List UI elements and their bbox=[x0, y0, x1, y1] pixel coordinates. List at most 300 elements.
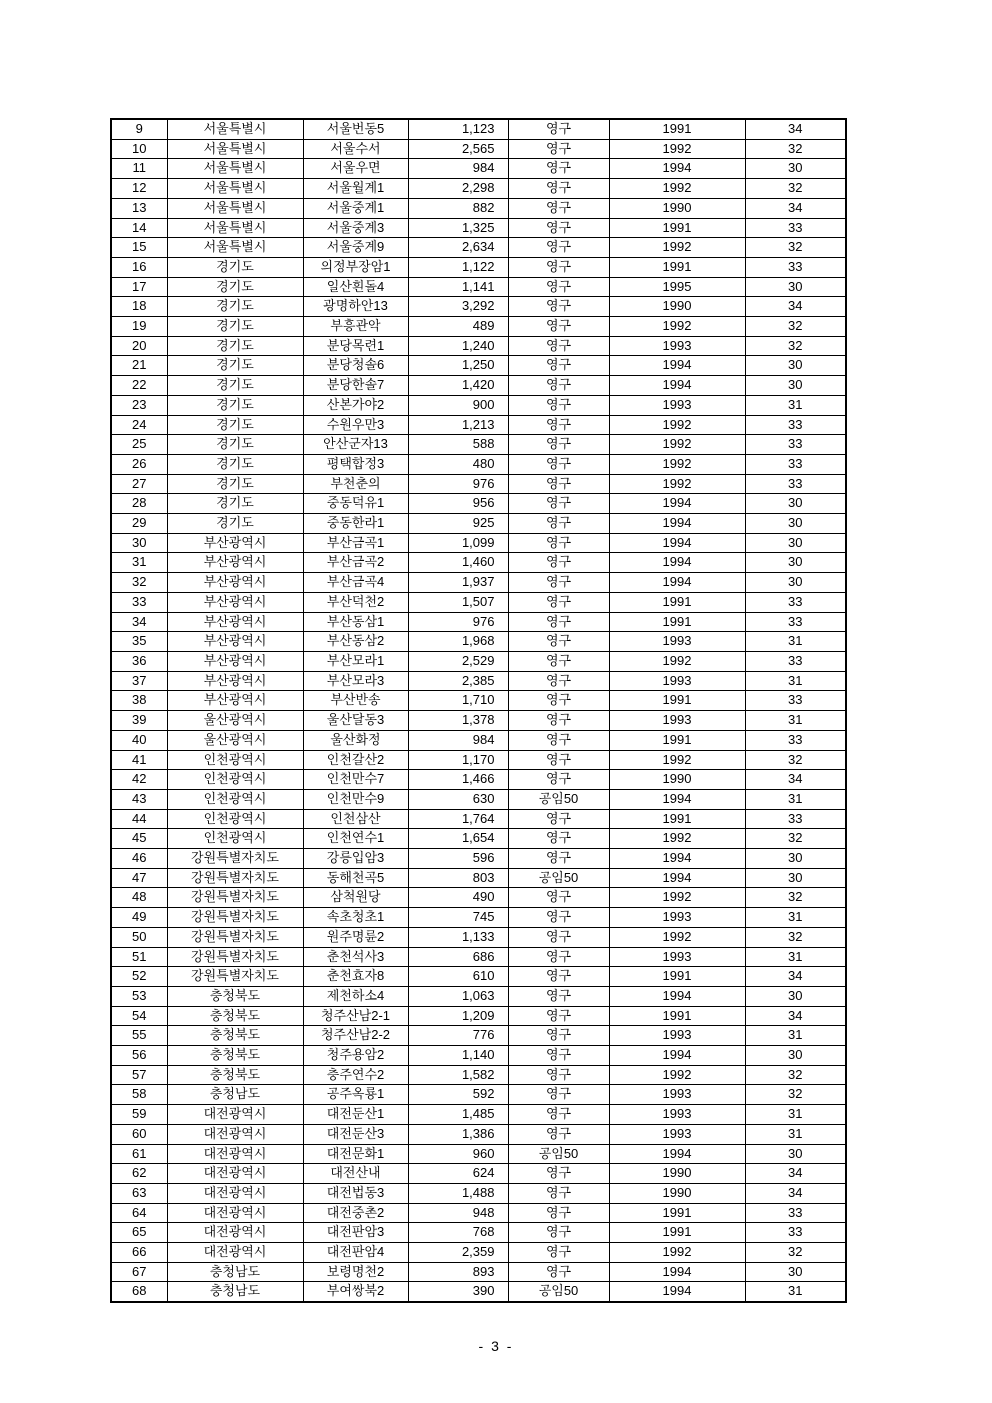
cell-year: 1992 bbox=[609, 139, 745, 159]
cell-complex: 서울월계1 bbox=[303, 179, 408, 199]
cell-region: 울산광역시 bbox=[167, 730, 303, 750]
cell-year: 1993 bbox=[609, 1085, 745, 1105]
cell-year: 1994 bbox=[609, 1144, 745, 1164]
cell-complex: 부산동삼2 bbox=[303, 632, 408, 652]
cell-type: 영구 bbox=[508, 356, 609, 376]
cell-value: 33 bbox=[745, 592, 846, 612]
cell-region: 충청남도 bbox=[167, 1262, 303, 1282]
cell-complex: 대전산내 bbox=[303, 1164, 408, 1184]
cell-complex: 부산반송 bbox=[303, 691, 408, 711]
cell-year: 1993 bbox=[609, 395, 745, 415]
cell-year: 1994 bbox=[609, 356, 745, 376]
cell-value: 30 bbox=[745, 277, 846, 297]
cell-no: 17 bbox=[111, 277, 167, 297]
cell-type: 영구 bbox=[508, 297, 609, 317]
cell-type: 영구 bbox=[508, 395, 609, 415]
cell-complex: 서울중계3 bbox=[303, 218, 408, 238]
cell-households: 1,968 bbox=[408, 632, 508, 652]
cell-no: 9 bbox=[111, 119, 167, 139]
cell-year: 1991 bbox=[609, 218, 745, 238]
cell-complex: 수원우만3 bbox=[303, 415, 408, 435]
cell-no: 50 bbox=[111, 927, 167, 947]
cell-type: 영구 bbox=[508, 376, 609, 396]
cell-type: 영구 bbox=[508, 1046, 609, 1066]
cell-complex: 광명하안13 bbox=[303, 297, 408, 317]
cell-value: 32 bbox=[745, 1065, 846, 1085]
table-row bbox=[111, 691, 846, 711]
cell-value: 31 bbox=[745, 1026, 846, 1046]
cell-households: 1,420 bbox=[408, 376, 508, 396]
table-row bbox=[111, 198, 846, 218]
cell-type: 영구 bbox=[508, 1262, 609, 1282]
cell-complex: 인천연수1 bbox=[303, 829, 408, 849]
cell-value: 30 bbox=[745, 868, 846, 888]
cell-complex: 울산달동3 bbox=[303, 711, 408, 731]
table-row bbox=[111, 297, 846, 317]
cell-year: 1995 bbox=[609, 277, 745, 297]
cell-region: 경기도 bbox=[167, 336, 303, 356]
cell-no: 49 bbox=[111, 908, 167, 928]
cell-no: 16 bbox=[111, 257, 167, 277]
cell-region: 충청북도 bbox=[167, 1006, 303, 1026]
cell-complex: 서울번동5 bbox=[303, 119, 408, 139]
cell-households: 686 bbox=[408, 947, 508, 967]
cell-year: 1994 bbox=[609, 514, 745, 534]
cell-type: 영구 bbox=[508, 179, 609, 199]
cell-year: 1994 bbox=[609, 159, 745, 179]
cell-households: 2,385 bbox=[408, 671, 508, 691]
cell-region: 경기도 bbox=[167, 514, 303, 534]
cell-value: 34 bbox=[745, 119, 846, 139]
cell-region: 서울특별시 bbox=[167, 119, 303, 139]
cell-type: 영구 bbox=[508, 454, 609, 474]
cell-type: 영구 bbox=[508, 119, 609, 139]
cell-complex: 제천하소4 bbox=[303, 986, 408, 1006]
cell-type: 영구 bbox=[508, 277, 609, 297]
cell-type: 영구 bbox=[508, 1065, 609, 1085]
cell-complex: 인천만수9 bbox=[303, 789, 408, 809]
cell-no: 27 bbox=[111, 474, 167, 494]
table-row bbox=[111, 770, 846, 790]
cell-region: 충청북도 bbox=[167, 986, 303, 1006]
cell-households: 480 bbox=[408, 454, 508, 474]
cell-region: 경기도 bbox=[167, 317, 303, 337]
cell-no: 35 bbox=[111, 632, 167, 652]
cell-households: 390 bbox=[408, 1282, 508, 1302]
cell-households: 1,209 bbox=[408, 1006, 508, 1026]
cell-type: 영구 bbox=[508, 888, 609, 908]
table-row bbox=[111, 730, 846, 750]
cell-region: 인천광역시 bbox=[167, 809, 303, 829]
cell-value: 32 bbox=[745, 927, 846, 947]
cell-households: 1,325 bbox=[408, 218, 508, 238]
cell-type: 영구 bbox=[508, 553, 609, 573]
cell-no: 22 bbox=[111, 376, 167, 396]
cell-region: 부산광역시 bbox=[167, 651, 303, 671]
cell-value: 32 bbox=[745, 888, 846, 908]
cell-complex: 부산금곡2 bbox=[303, 553, 408, 573]
cell-year: 1993 bbox=[609, 908, 745, 928]
cell-region: 서울특별시 bbox=[167, 159, 303, 179]
cell-households: 1,386 bbox=[408, 1124, 508, 1144]
cell-households: 1,937 bbox=[408, 573, 508, 593]
cell-households: 1,140 bbox=[408, 1046, 508, 1066]
cell-region: 강원특별자치도 bbox=[167, 868, 303, 888]
cell-value: 31 bbox=[745, 789, 846, 809]
cell-complex: 의정부장암1 bbox=[303, 257, 408, 277]
cell-complex: 원주명륜2 bbox=[303, 927, 408, 947]
cell-value: 32 bbox=[745, 139, 846, 159]
table-row bbox=[111, 1164, 846, 1184]
cell-type: 영구 bbox=[508, 435, 609, 455]
cell-type: 영구 bbox=[508, 986, 609, 1006]
cell-complex: 청주용암2 bbox=[303, 1046, 408, 1066]
cell-no: 61 bbox=[111, 1144, 167, 1164]
cell-region: 경기도 bbox=[167, 435, 303, 455]
cell-region: 대전광역시 bbox=[167, 1164, 303, 1184]
cell-no: 44 bbox=[111, 809, 167, 829]
cell-region: 서울특별시 bbox=[167, 198, 303, 218]
cell-type: 영구 bbox=[508, 1164, 609, 1184]
cell-households: 768 bbox=[408, 1223, 508, 1243]
cell-no: 60 bbox=[111, 1124, 167, 1144]
cell-year: 1992 bbox=[609, 750, 745, 770]
table-row bbox=[111, 257, 846, 277]
cell-region: 강원특별자치도 bbox=[167, 849, 303, 869]
cell-type: 영구 bbox=[508, 829, 609, 849]
cell-complex: 부산모라1 bbox=[303, 651, 408, 671]
cell-complex: 대전법동3 bbox=[303, 1183, 408, 1203]
cell-complex: 안산군자13 bbox=[303, 435, 408, 455]
cell-type: 영구 bbox=[508, 1223, 609, 1243]
table-row bbox=[111, 494, 846, 514]
cell-region: 부산광역시 bbox=[167, 671, 303, 691]
cell-year: 1990 bbox=[609, 770, 745, 790]
cell-value: 30 bbox=[745, 356, 846, 376]
cell-year: 1992 bbox=[609, 435, 745, 455]
cell-region: 부산광역시 bbox=[167, 632, 303, 652]
cell-complex: 청주산남2-2 bbox=[303, 1026, 408, 1046]
cell-value: 31 bbox=[745, 908, 846, 928]
table-row bbox=[111, 533, 846, 553]
cell-complex: 부산동삼1 bbox=[303, 612, 408, 632]
cell-region: 부산광역시 bbox=[167, 612, 303, 632]
cell-no: 43 bbox=[111, 789, 167, 809]
cell-households: 1,250 bbox=[408, 356, 508, 376]
cell-no: 41 bbox=[111, 750, 167, 770]
cell-year: 1992 bbox=[609, 1065, 745, 1085]
cell-type: 영구 bbox=[508, 967, 609, 987]
cell-value: 32 bbox=[745, 317, 846, 337]
cell-type: 공임50 bbox=[508, 789, 609, 809]
cell-no: 12 bbox=[111, 179, 167, 199]
cell-no: 56 bbox=[111, 1046, 167, 1066]
cell-value: 31 bbox=[745, 671, 846, 691]
cell-no: 63 bbox=[111, 1183, 167, 1203]
cell-households: 2,529 bbox=[408, 651, 508, 671]
cell-type: 영구 bbox=[508, 671, 609, 691]
cell-households: 803 bbox=[408, 868, 508, 888]
cell-no: 66 bbox=[111, 1243, 167, 1263]
cell-value: 34 bbox=[745, 1006, 846, 1026]
cell-households: 1,582 bbox=[408, 1065, 508, 1085]
cell-type: 영구 bbox=[508, 415, 609, 435]
cell-no: 46 bbox=[111, 849, 167, 869]
table-row bbox=[111, 159, 846, 179]
table-row bbox=[111, 651, 846, 671]
cell-type: 영구 bbox=[508, 514, 609, 534]
cell-households: 976 bbox=[408, 474, 508, 494]
cell-value: 31 bbox=[745, 1105, 846, 1125]
cell-year: 1994 bbox=[609, 533, 745, 553]
cell-households: 630 bbox=[408, 789, 508, 809]
cell-type: 영구 bbox=[508, 1085, 609, 1105]
cell-region: 부산광역시 bbox=[167, 592, 303, 612]
cell-no: 38 bbox=[111, 691, 167, 711]
table-row bbox=[111, 1183, 846, 1203]
cell-no: 25 bbox=[111, 435, 167, 455]
cell-complex: 부산덕천2 bbox=[303, 592, 408, 612]
table-row bbox=[111, 986, 846, 1006]
cell-value: 30 bbox=[745, 1144, 846, 1164]
cell-complex: 대전문화1 bbox=[303, 1144, 408, 1164]
cell-households: 1,123 bbox=[408, 119, 508, 139]
cell-complex: 삼척원당 bbox=[303, 888, 408, 908]
cell-region: 충청남도 bbox=[167, 1282, 303, 1302]
cell-complex: 부흥관악 bbox=[303, 317, 408, 337]
table-row bbox=[111, 474, 846, 494]
cell-households: 882 bbox=[408, 198, 508, 218]
cell-no: 36 bbox=[111, 651, 167, 671]
cell-type: 영구 bbox=[508, 474, 609, 494]
cell-no: 57 bbox=[111, 1065, 167, 1085]
cell-households: 1,099 bbox=[408, 533, 508, 553]
cell-value: 33 bbox=[745, 1223, 846, 1243]
cell-region: 충청남도 bbox=[167, 1085, 303, 1105]
cell-year: 1993 bbox=[609, 1026, 745, 1046]
cell-year: 1992 bbox=[609, 317, 745, 337]
cell-region: 충청북도 bbox=[167, 1065, 303, 1085]
table-row bbox=[111, 395, 846, 415]
cell-no: 51 bbox=[111, 947, 167, 967]
cell-region: 대전광역시 bbox=[167, 1243, 303, 1263]
cell-no: 24 bbox=[111, 415, 167, 435]
cell-households: 1,485 bbox=[408, 1105, 508, 1125]
cell-value: 33 bbox=[745, 1203, 846, 1223]
table-row bbox=[111, 592, 846, 612]
cell-no: 20 bbox=[111, 336, 167, 356]
cell-value: 34 bbox=[745, 198, 846, 218]
cell-households: 960 bbox=[408, 1144, 508, 1164]
cell-type: 영구 bbox=[508, 770, 609, 790]
cell-value: 30 bbox=[745, 849, 846, 869]
table-row bbox=[111, 454, 846, 474]
cell-year: 1990 bbox=[609, 297, 745, 317]
cell-households: 596 bbox=[408, 849, 508, 869]
cell-no: 34 bbox=[111, 612, 167, 632]
table-row bbox=[111, 1282, 846, 1302]
cell-no: 18 bbox=[111, 297, 167, 317]
cell-region: 강원특별자치도 bbox=[167, 947, 303, 967]
cell-households: 1,170 bbox=[408, 750, 508, 770]
cell-region: 부산광역시 bbox=[167, 553, 303, 573]
cell-type: 영구 bbox=[508, 750, 609, 770]
cell-year: 1993 bbox=[609, 711, 745, 731]
cell-value: 32 bbox=[745, 1243, 846, 1263]
cell-households: 3,292 bbox=[408, 297, 508, 317]
table-row bbox=[111, 1105, 846, 1125]
cell-no: 42 bbox=[111, 770, 167, 790]
cell-households: 610 bbox=[408, 967, 508, 987]
cell-households: 948 bbox=[408, 1203, 508, 1223]
cell-region: 서울특별시 bbox=[167, 238, 303, 258]
cell-type: 영구 bbox=[508, 317, 609, 337]
table-row bbox=[111, 179, 846, 199]
cell-value: 33 bbox=[745, 691, 846, 711]
cell-year: 1994 bbox=[609, 1282, 745, 1302]
table-row bbox=[111, 1046, 846, 1066]
table-row bbox=[111, 671, 846, 691]
cell-region: 서울특별시 bbox=[167, 179, 303, 199]
cell-complex: 충주연수2 bbox=[303, 1065, 408, 1085]
cell-value: 33 bbox=[745, 257, 846, 277]
cell-complex: 공주옥룡1 bbox=[303, 1085, 408, 1105]
cell-type: 영구 bbox=[508, 1203, 609, 1223]
cell-complex: 중동한라1 bbox=[303, 514, 408, 534]
cell-complex: 산본가야2 bbox=[303, 395, 408, 415]
cell-value: 32 bbox=[745, 1085, 846, 1105]
cell-households: 1,141 bbox=[408, 277, 508, 297]
cell-households: 956 bbox=[408, 494, 508, 514]
cell-households: 489 bbox=[408, 317, 508, 337]
cell-no: 59 bbox=[111, 1105, 167, 1125]
cell-type: 영구 bbox=[508, 257, 609, 277]
cell-households: 745 bbox=[408, 908, 508, 928]
cell-value: 34 bbox=[745, 1183, 846, 1203]
cell-no: 65 bbox=[111, 1223, 167, 1243]
cell-year: 1991 bbox=[609, 1223, 745, 1243]
cell-no: 67 bbox=[111, 1262, 167, 1282]
cell-type: 영구 bbox=[508, 730, 609, 750]
cell-value: 33 bbox=[745, 730, 846, 750]
cell-value: 30 bbox=[745, 533, 846, 553]
cell-households: 893 bbox=[408, 1262, 508, 1282]
cell-region: 인천광역시 bbox=[167, 789, 303, 809]
table-row bbox=[111, 1065, 846, 1085]
cell-value: 32 bbox=[745, 336, 846, 356]
cell-no: 26 bbox=[111, 454, 167, 474]
cell-region: 강원특별자치도 bbox=[167, 888, 303, 908]
cell-households: 2,298 bbox=[408, 179, 508, 199]
cell-complex: 평택합정3 bbox=[303, 454, 408, 474]
table-row bbox=[111, 1223, 846, 1243]
cell-households: 1,213 bbox=[408, 415, 508, 435]
cell-value: 30 bbox=[745, 573, 846, 593]
cell-no: 19 bbox=[111, 317, 167, 337]
cell-type: 영구 bbox=[508, 1124, 609, 1144]
cell-households: 984 bbox=[408, 730, 508, 750]
cell-value: 30 bbox=[745, 514, 846, 534]
table-row bbox=[111, 356, 846, 376]
cell-value: 33 bbox=[745, 612, 846, 632]
cell-type: 영구 bbox=[508, 533, 609, 553]
cell-type: 영구 bbox=[508, 573, 609, 593]
cell-year: 1994 bbox=[609, 868, 745, 888]
cell-complex: 대전중촌2 bbox=[303, 1203, 408, 1223]
cell-value: 34 bbox=[745, 967, 846, 987]
cell-region: 대전광역시 bbox=[167, 1223, 303, 1243]
cell-value: 32 bbox=[745, 179, 846, 199]
cell-region: 대전광역시 bbox=[167, 1105, 303, 1125]
cell-type: 공임50 bbox=[508, 1144, 609, 1164]
cell-households: 984 bbox=[408, 159, 508, 179]
cell-type: 영구 bbox=[508, 1183, 609, 1203]
cell-complex: 서울중계9 bbox=[303, 238, 408, 258]
cell-value: 30 bbox=[745, 1262, 846, 1282]
cell-year: 1991 bbox=[609, 691, 745, 711]
cell-households: 588 bbox=[408, 435, 508, 455]
table-row bbox=[111, 789, 846, 809]
cell-year: 1994 bbox=[609, 573, 745, 593]
cell-type: 영구 bbox=[508, 592, 609, 612]
cell-complex: 춘천효자8 bbox=[303, 967, 408, 987]
cell-households: 1,240 bbox=[408, 336, 508, 356]
cell-region: 충청북도 bbox=[167, 1026, 303, 1046]
cell-year: 1994 bbox=[609, 849, 745, 869]
cell-complex: 부여쌍북2 bbox=[303, 1282, 408, 1302]
cell-value: 30 bbox=[745, 159, 846, 179]
cell-no: 14 bbox=[111, 218, 167, 238]
cell-region: 경기도 bbox=[167, 356, 303, 376]
cell-households: 2,359 bbox=[408, 1243, 508, 1263]
cell-type: 공임50 bbox=[508, 1282, 609, 1302]
cell-complex: 부산금곡1 bbox=[303, 533, 408, 553]
cell-no: 13 bbox=[111, 198, 167, 218]
cell-year: 1994 bbox=[609, 1046, 745, 1066]
cell-no: 37 bbox=[111, 671, 167, 691]
cell-complex: 대전판암3 bbox=[303, 1223, 408, 1243]
cell-region: 경기도 bbox=[167, 376, 303, 396]
cell-households: 1,654 bbox=[408, 829, 508, 849]
cell-complex: 부산모라3 bbox=[303, 671, 408, 691]
cell-region: 경기도 bbox=[167, 395, 303, 415]
cell-year: 1992 bbox=[609, 829, 745, 849]
cell-type: 영구 bbox=[508, 809, 609, 829]
cell-complex: 부천춘의 bbox=[303, 474, 408, 494]
cell-type: 영구 bbox=[508, 612, 609, 632]
table-row bbox=[111, 139, 846, 159]
cell-region: 강원특별자치도 bbox=[167, 967, 303, 987]
cell-complex: 청주산남2-1 bbox=[303, 1006, 408, 1026]
cell-value: 34 bbox=[745, 297, 846, 317]
cell-no: 10 bbox=[111, 139, 167, 159]
table-row bbox=[111, 1085, 846, 1105]
table-row bbox=[111, 218, 846, 238]
cell-value: 33 bbox=[745, 218, 846, 238]
table-row bbox=[111, 1262, 846, 1282]
cell-complex: 서울우면 bbox=[303, 159, 408, 179]
cell-type: 영구 bbox=[508, 1243, 609, 1263]
cell-year: 1994 bbox=[609, 553, 745, 573]
cell-type: 영구 bbox=[508, 908, 609, 928]
cell-type: 영구 bbox=[508, 139, 609, 159]
cell-households: 2,634 bbox=[408, 238, 508, 258]
cell-no: 53 bbox=[111, 986, 167, 1006]
cell-value: 32 bbox=[745, 238, 846, 258]
cell-year: 1991 bbox=[609, 809, 745, 829]
cell-year: 1992 bbox=[609, 651, 745, 671]
table-row bbox=[111, 573, 846, 593]
